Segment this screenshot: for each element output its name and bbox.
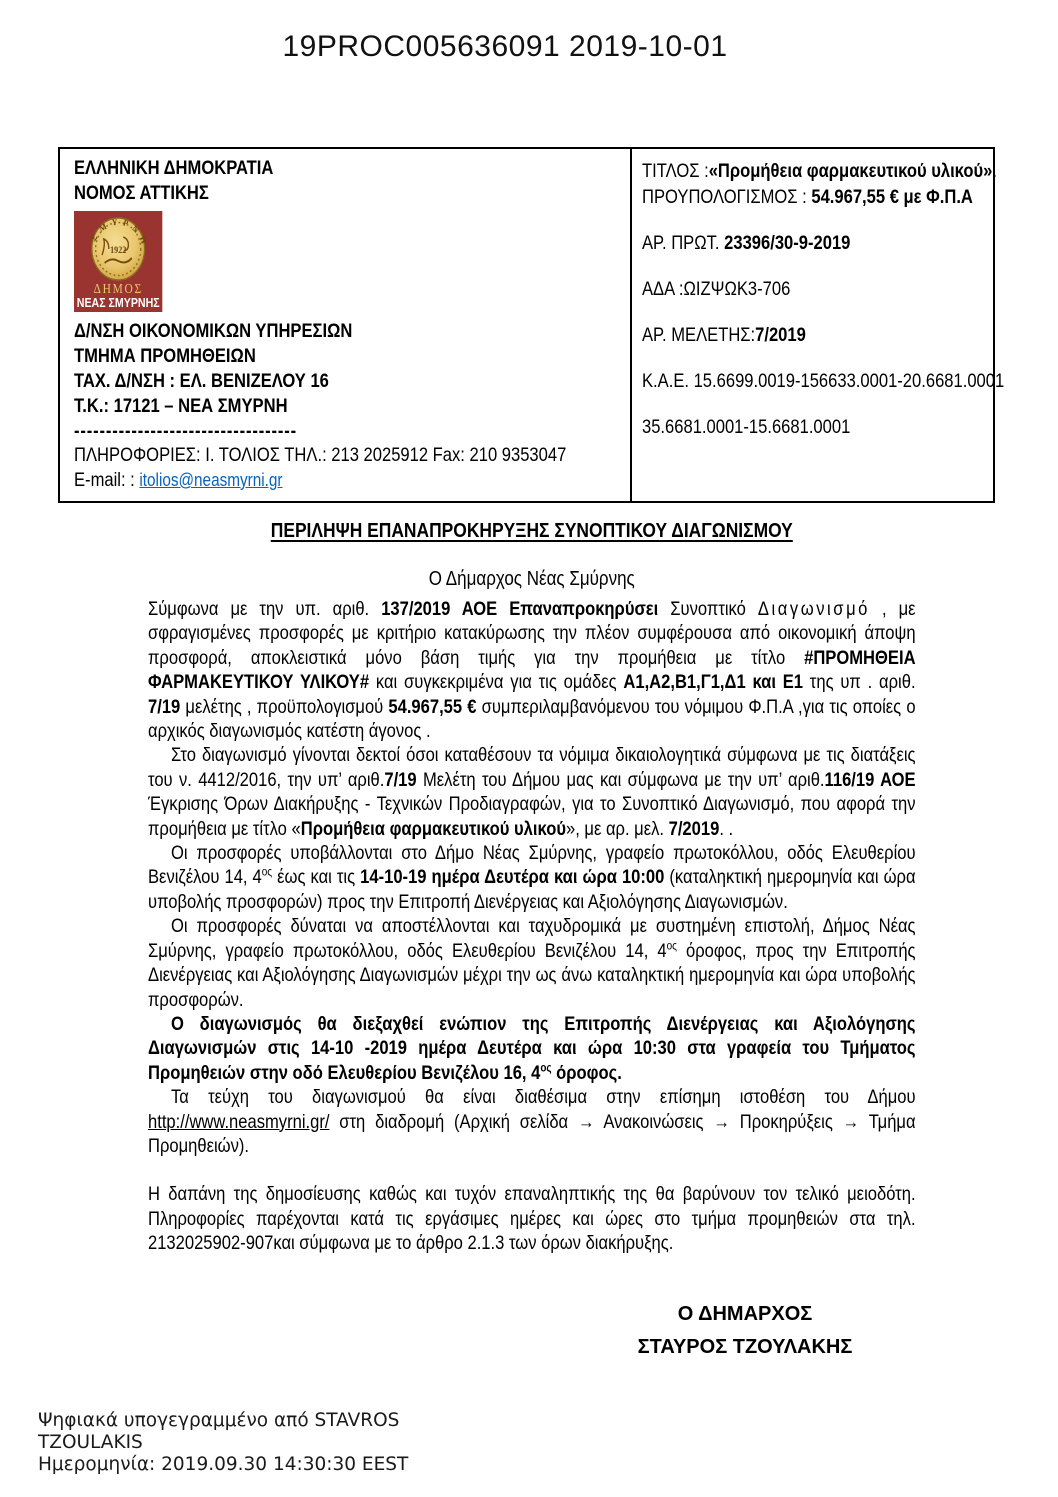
paragraph-submission: Οι προσφορές υποβάλλονται στο Δήμο Νέας Σμύρνης, γραφείο πρωτοκόλλου, οδός Ελευθερίου Βενιζέλου 14, $4^{o\varsigma}$ έως και τις 14-10-19 ημέρα Δευτέρα και ώρα 10:00 (καταληκτική ημερομηνία και ώρα υποβολής προσφορών) προς την Επιτροπή Διενέργειας και Αξιολόγησης Διαγωνισμών.: [148, 842, 916, 913]
department-line: ΤΜΗΜΑ ΠΡΟΜΗΘΕΙΩΝ: [74, 345, 256, 367]
contact-line: ΠΛΗΡΟΦΟΡΙΕΣ: Ι. ΤΟΛΙΟΣ ΤΗΛ.: 213 2025912 Fax: 210 9353047: [74, 444, 567, 466]
svg-text:ΣΜΥΡΝΗ: ΣΜΥΡΝΗ: [89, 217, 150, 251]
dashed-divider: -----------------------------------: [74, 420, 297, 442]
paragraph-eligibility: Στο διαγωνισμό γίνονται δεκτοί όσοι καταθέσουν τα νόμιμα δικαιολογητικά σύμφωνα με τις διατάξεις του ν. 4412/2016, την υπ’ αριθ.7/19 Μελέτη του Δήμου μας και σύμφωνα με την υπ’ αριθ.116/19 ΑΟΕ Έγκρισης Όρων Διακήρυξης - Τεχνικών Προδιαγραφών, για το Συνοπτικό Διαγωνισμό, που αφορά την προμήθεια με τίτλο «Προμήθεια φαρμακευτικού υλικού», με αρ. μελ. 7/2019. .: [148, 744, 916, 840]
email-line: [74, 468, 625, 493]
digital-signature: [38, 1410, 408, 1476]
budget-line: ΠΡΟΥΠΟΛΟΓΙΣΜΟΣ : 54.967,55 € με Φ.Π.Α: [642, 186, 973, 208]
directorate-line: Δ/ΝΣΗ ΟΙΚΟΝΟΜΙΚΩΝ ΥΠΗΡΕΣΙΩΝ: [74, 320, 353, 342]
title-line: ΤΙΤΛΟΣ :«Προμήθεια φαρμακευτικού υλικού».: [642, 160, 997, 182]
digital-signature-line-3: Ημερομηνία: 2019.09.30 14:30:30 EEST: [38, 1454, 409, 1475]
logo-label-top: ΔΗΜΟΣ: [93, 281, 143, 297]
document-code: 19PROC005636091 2019-10-01: [282, 30, 728, 63]
mayor-title: Ο ΔΗΜΑΡΧΟΣ: [677, 1303, 813, 1325]
municipality-logo: [74, 211, 162, 312]
region-line: ΝΟΜΟΣ ΑΤΤΙΚΗΣ: [74, 182, 209, 204]
logo-label-bottom: ΝΕΑΣ ΣΜΥΡΝΗΣ: [76, 296, 160, 311]
paragraph-opening: Ο διαγωνισμός θα διεξαχθεί ενώπιον της Επιτροπής Διενέργειας και Αξιολόγησης Διαγωνισμών στις 14-10 -2019 ημέρα Δευτέρα και ώρα 10:30 στα γραφεία του Τμήματος Προμηθειών στην οδό Ελευθερίου Βενιζέλου 16, $4^{o\varsigma}$ όροφος.: [148, 1012, 916, 1084]
municipality-coin-icon: [74, 211, 162, 312]
paragraph-announcement: Σύμφωνα με την υπ. αριθ. 137/2019 ΑΟΕ Επαναπροκηρύσει Συνοπτικό Διαγωνισμό , με σφραγισμένες προσφορές με κριτήριο κατακύρωσης την πλέον συμφέρουσα από οικονομική άποψη προσφορά, αποκλειστικά μόνο βάση τιμής για την προμήθεια με τίτλο #ΠΡΟΜΗΘΕΙΑ ΦΑΡΜΑΚΕΥΤΙΚΟΥ ΥΛΙΚΟΥ# και συγκεκριμένα για τις ομάδες Α1,Α2,Β1,Γ1,Δ1 και Ε1 της υπ . αριθ. 7/19 μελέτης , προϋπολογισμού 54.967,55 € συμπεριλαμβανόμενου του νόμιμου Φ.Π.Α ,για τις οποίες ο αρχικός διαγωνισμός κατέστη άγονος .: [148, 598, 916, 743]
ada-line: ΑΔΑ :ΩΙΖΨΩΚ3-706: [642, 278, 791, 300]
header-left-cell: [60, 149, 630, 501]
sub-heading: Ο Δήμαρχος Νέας Σμύρνης: [428, 568, 635, 590]
paragraph-costs: Η δαπάνη της δημοσίευσης καθώς και τυχόν επαναληπτικής της θα βαρύνουν τον τελικό μειοδότη. Πληροφορίες παρέχονται κατά τις εργάσιμες ημέρες και ώρες στο τμήμα προμηθειών στα τηλ. 2132025902-907και σύμφωνα με το άρθρο 2.1.3 των όρων διακήρυξης.: [148, 1183, 916, 1255]
address-line: ΤΑΧ. Δ/ΝΣΗ : ΕΛ. ΒΕΝΙΖΕΛΟΥ 16: [74, 370, 329, 392]
protocol-line: ΑΡ. ΠΡΩΤ. 23396/30-9-2019: [642, 232, 851, 254]
email-link[interactable]: itolios@neasmyrni.gr: [139, 470, 283, 490]
document-body: [148, 518, 916, 1256]
paragraph-documents: Τα τεύχη του διαγωνισμού θα είναι διαθέσιμα στην επίσημη ιστοθέση του Δήμου http://www.neasmyrni.gr/ στη διαδρομή (Αρχική σελίδα → Ανακοινώσεις → Προκηρύξεις → Τμήμα Προμηθειών).: [148, 1086, 916, 1157]
header-right-cell: [630, 149, 1005, 501]
paragraph-mail-submission: Οι προσφορές δύναται να αποστέλλονται και ταχυδρομικά με συστημένη επιστολή, Δήμος Νέας Σμύρνης, γραφείο πρωτοκόλλου, οδός Ελευθερίου Βενιζέλου 14, $4^{o\varsigma}$ όροφος, προς την Επιτροπής Διενέργειας και Αξιολόγησης Διαγωνισμών μέχρι την ως άνω καταληκτική ημερομηνία και ώρα υποβολής προσφορών.: [148, 915, 916, 1011]
main-heading: ΠΕΡΙΛΗΨΗ ΕΠΑΝΑΠΡΟΚΗΡΥΞΗΣ ΣΥΝΟΠΤΙΚΟΥ ΔΙΑΓΩΝΙΣΜΟΥ: [270, 519, 793, 542]
kae-line-1: Κ.Α.Ε. 15.6699.0019-156633.0001-20.6681.0001: [642, 370, 1005, 392]
coin-year: 1922: [110, 244, 127, 256]
digital-signature-line-1: Ψηφιακά υπογεγραμμένο από STAVROS: [38, 1410, 400, 1431]
study-line: ΑΡ. ΜΕΛΕΤΗΣ:7/2019: [642, 324, 806, 346]
mayor-signature-block: [560, 1298, 930, 1364]
postal-line: Τ.Κ.: 17121 – ΝΕΑ ΣΜΥΡΝΗ: [74, 395, 288, 417]
email-label: E-mail: :: [74, 469, 135, 491]
website-link[interactable]: http://www.neasmyrni.gr/: [148, 1110, 330, 1133]
header-table: [58, 147, 1005, 503]
mayor-name: ΣΤΑΥΡΟΣ ΤΖΟΥΛΑΚΗΣ: [637, 1336, 853, 1358]
country-line: ΕΛΛΗΝΙΚΗ ΔΗΜΟΚΡΑΤΙΑ: [74, 157, 274, 179]
title-budget-block: [642, 158, 997, 210]
digital-signature-line-2: TZOULAKIS: [38, 1432, 143, 1453]
kae-line-2: 35.6681.0001-15.6681.0001: [642, 416, 851, 438]
